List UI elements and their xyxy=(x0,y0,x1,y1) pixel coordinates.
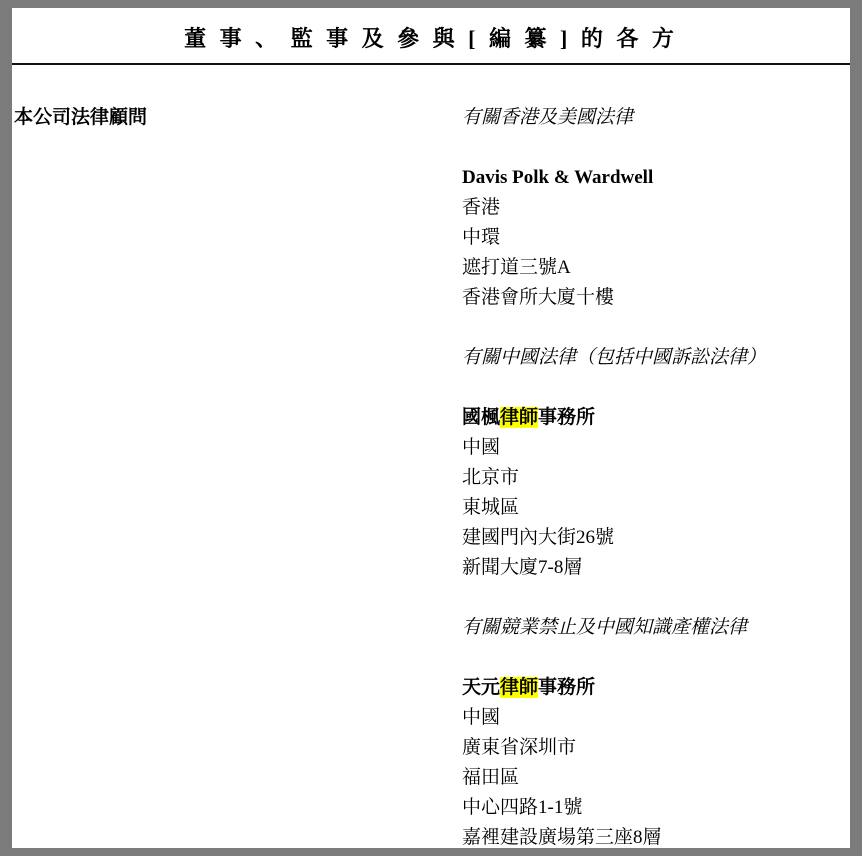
firm-name-suffix: 事務所 xyxy=(538,407,596,428)
address-line: 廣東省深圳市 xyxy=(462,737,577,758)
advisor-section xyxy=(462,613,850,853)
spacer xyxy=(462,583,850,613)
advisor-section xyxy=(462,343,850,583)
spacer xyxy=(462,373,850,403)
firm-name-prefix: 天元 xyxy=(462,677,501,698)
right-column xyxy=(462,103,850,853)
section-heading: 有關香港及美國法律 xyxy=(462,107,634,128)
page-title: 董 事 、 監 事 及 參 與 [ 編 纂 ] 的 各 方 xyxy=(184,26,678,51)
address-line: 東城區 xyxy=(462,497,520,518)
address-line: 中國 xyxy=(462,437,501,458)
spacer xyxy=(462,313,850,343)
address-line: 香港 xyxy=(462,197,501,218)
row-label: 本公司法律顧問 xyxy=(14,107,148,128)
address-line: 福田區 xyxy=(462,767,520,788)
section-heading: 有關競業禁止及中國知識產權法律 xyxy=(462,617,748,638)
address-line: 北京市 xyxy=(462,467,520,488)
address-line: 中環 xyxy=(462,227,501,248)
address-line: 遮打道三號A xyxy=(462,257,571,278)
firm-name xyxy=(462,673,850,703)
document-page xyxy=(12,8,850,848)
section-heading: 有關中國法律（包括中國訴訟法律） xyxy=(462,347,767,368)
firm-name xyxy=(462,403,850,433)
firm-name-prefix: 國楓 xyxy=(462,407,501,428)
firm-name-suffix: 事務所 xyxy=(538,677,596,698)
firm-name-highlight: 律師 xyxy=(500,407,539,428)
content-row xyxy=(12,103,850,853)
page-content xyxy=(12,65,850,853)
spacer xyxy=(462,133,850,163)
firm-name xyxy=(462,163,850,193)
address-line: 香港會所大廈十樓 xyxy=(462,287,615,308)
firm-name-highlight: 律師 xyxy=(500,677,539,698)
address-line: 建國門內大街26號 xyxy=(462,527,615,548)
address-line: 中國 xyxy=(462,707,501,728)
address-line: 中心四路1-1號 xyxy=(462,797,583,818)
address-line: 嘉裡建設廣場第三座8層 xyxy=(462,827,662,848)
spacer xyxy=(462,643,850,673)
advisor-section xyxy=(462,103,850,313)
left-column xyxy=(12,103,462,133)
address-line: 新聞大廈7-8層 xyxy=(462,557,583,578)
firm-name-suffix: Davis Polk & Wardwell xyxy=(462,167,654,188)
